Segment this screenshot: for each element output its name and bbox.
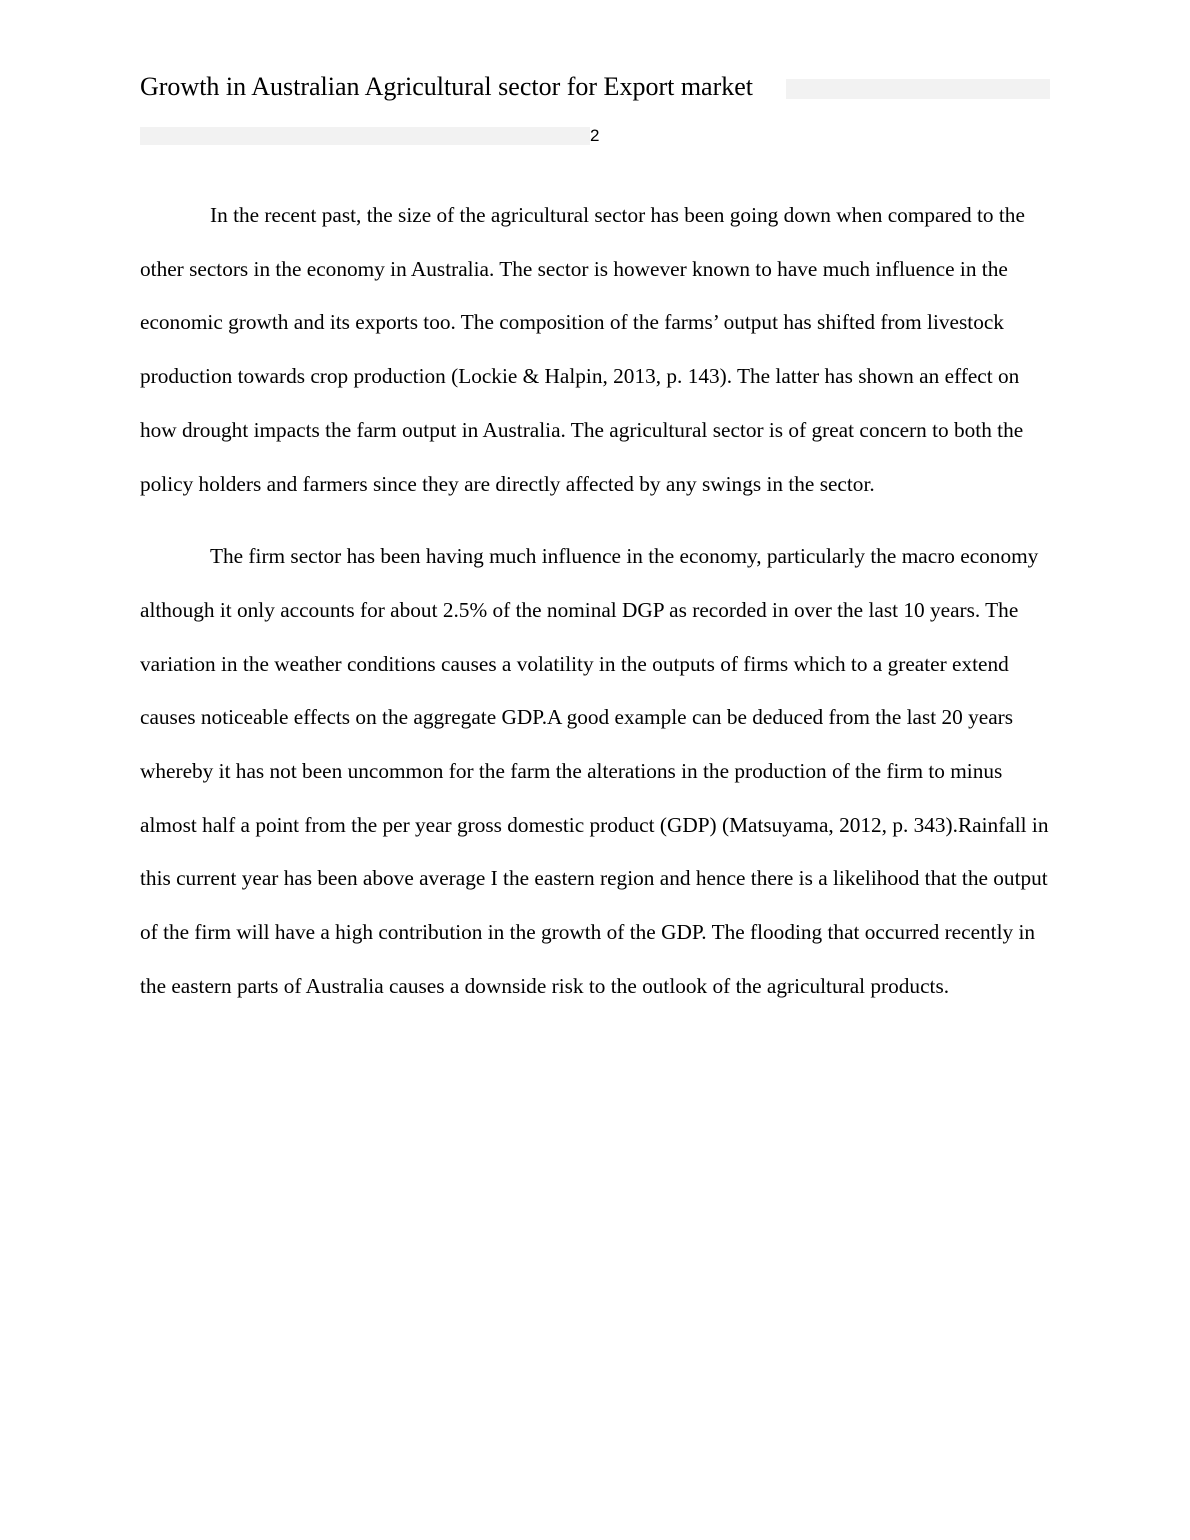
body-paragraph[interactable]: In the recent past, the size of the agricultural sector has been going down when compared to the other sectors in the economy in Australia. The sector is however known to have much influence in the economic growth and its exports too. The composition of the farms’ output has shifted from livestock production towards crop production (Lockie & Halpin, 2013, p. 143). The latter has shown an effect on how drought impacts the farm output in Australia. The agricultural sector is of great concern to both the policy holders and farmers since they are directly affected by any swings in the sector.: [140, 203, 1025, 496]
running-head-title[interactable]: Growth in Australian Agricultural sector for Export market: [140, 72, 754, 101]
page-number-row: [140, 125, 610, 147]
body-paragraph[interactable]: The firm sector has been having much influence in the economy, particularly the macro economy although it only accounts for about 2.5% of the nominal DGP as recorded in over the last 10 years. The variation in the weather conditions causes a volatility in the outputs of firms which to a greater extend causes noticeable effects on the aggregate GDP.A good example can be deduced from the last 20 years whereby it has not been uncommon for the farm the alterations in the production of the firm to minus almost half a point from the per year gross domestic product (GDP) (Matsuyama, 2012, p. 343).Rainfall in this current year has been above average I the eastern region and hence there is a likelihood that the output of the firm will have a high contribution in the growth of the GDP. The flooding that occurred recently in the eastern parts of Australia causes a downside risk to the outlook of the agricultural products.: [140, 544, 1049, 998]
document-body: [140, 189, 1050, 1033]
header-field-placeholder[interactable]: [786, 79, 1050, 99]
page-number-field-shade[interactable]: [140, 127, 590, 145]
page-number[interactable]: 2: [590, 126, 600, 145]
page-header: [140, 70, 1050, 106]
